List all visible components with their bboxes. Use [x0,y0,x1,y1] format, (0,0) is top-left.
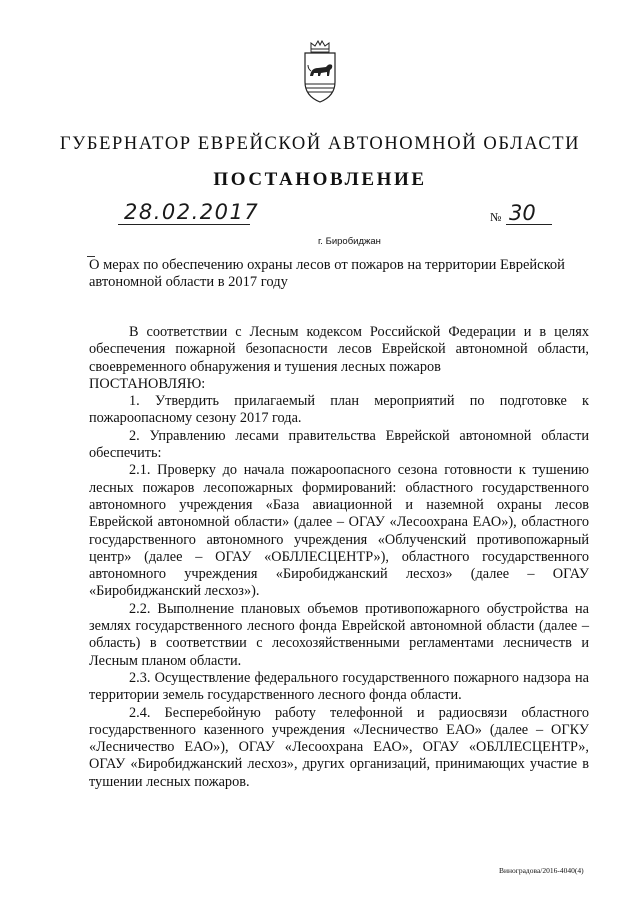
document-subject: О мерах по обеспечению охраны лесов от пожаров на территории Еврейской автономной области в 2017 году [89,257,565,290]
document-type-title: ПОСТАНОВЛЕНИЕ [213,169,427,190]
number-label: № [490,210,502,224]
coat-of-arms-emblem [302,40,338,104]
document-body [89,324,589,791]
document-number: 30 [509,201,536,225]
resolve-heading: ПОСТАНОВЛЯЮ: [89,375,206,392]
paragraph-2: 2. Управлению лесами правительства Еврейской автономной области обеспечить: [89,427,589,462]
date-underline [118,224,250,225]
document-footer-code: Виноградова/2016-4040(4) [499,866,584,875]
paragraph-2-2: 2.2. Выполнение плановых объемов противопожарного обустройства на землях государственного лесного фонда Еврейской автономной области (далее – область) в соответствии с лесохозяйственными регламентами лесничеств и Лесным планом области. [89,600,589,669]
paragraph-2-4: 2.4. Бесперебойную работу телефонной и радиосвязи областного государственного казенного учреждения «Лесничество ЕАО» (далее – ОГКУ «Лесничество ЕАО»), ОГАУ «Лесоохрана ЕАО», ОГАУ «ОБЛЛЕСЦЕНТР», ОГАУ «Биробиджанский лесхоз», других организаций, принимающих участие в тушении лесных пожаров. [89,704,589,790]
paragraph-2-3: 2.3. Осуществление федерального государственного пожарного надзора на территории земель государственного лесного фонда области. [89,669,589,704]
issuer-title: ГУБЕРНАТОР ЕВРЕЙСКОЙ АВТОНОМНОЙ ОБЛАСТИ [59,134,581,154]
paragraph-2-1: 2.1. Проверку до начала пожароопасного сезона готовности к тушению лесных пожаров лесопожарных формирований: областного государственного автономного учреждения «База авиационной и наземной охраны лесов Еврейской автономной области» (далее – ОГАУ «Лесоохрана ЕАО»), областного государственного автономного учреждения «Облученский противопожарный центр» (далее – ОГАУ «ОБЛЛЕСЦЕНТР»), областного государственного автономного учреждения «Биробиджанский лесхоз» (далее – ОГАУ «Биробиджанский лесхоз»). [89,462,589,600]
paragraph-1: 1. Утвердить прилагаемый план мероприятий по подготовке к пожароопасному сезону 2017 года. [89,393,589,427]
city-label: г. Биробиджан [318,236,381,247]
number-underline [506,224,552,225]
intro-paragraph: В соответствии с Лесным кодексом Российской Федерации и в целях обеспечения пожарной безопасности лесов Еврейской автономной области, своевременного обнаружения и тушения лесных пожаров [89,324,589,375]
document-date: 28.02.2017 [124,200,260,224]
